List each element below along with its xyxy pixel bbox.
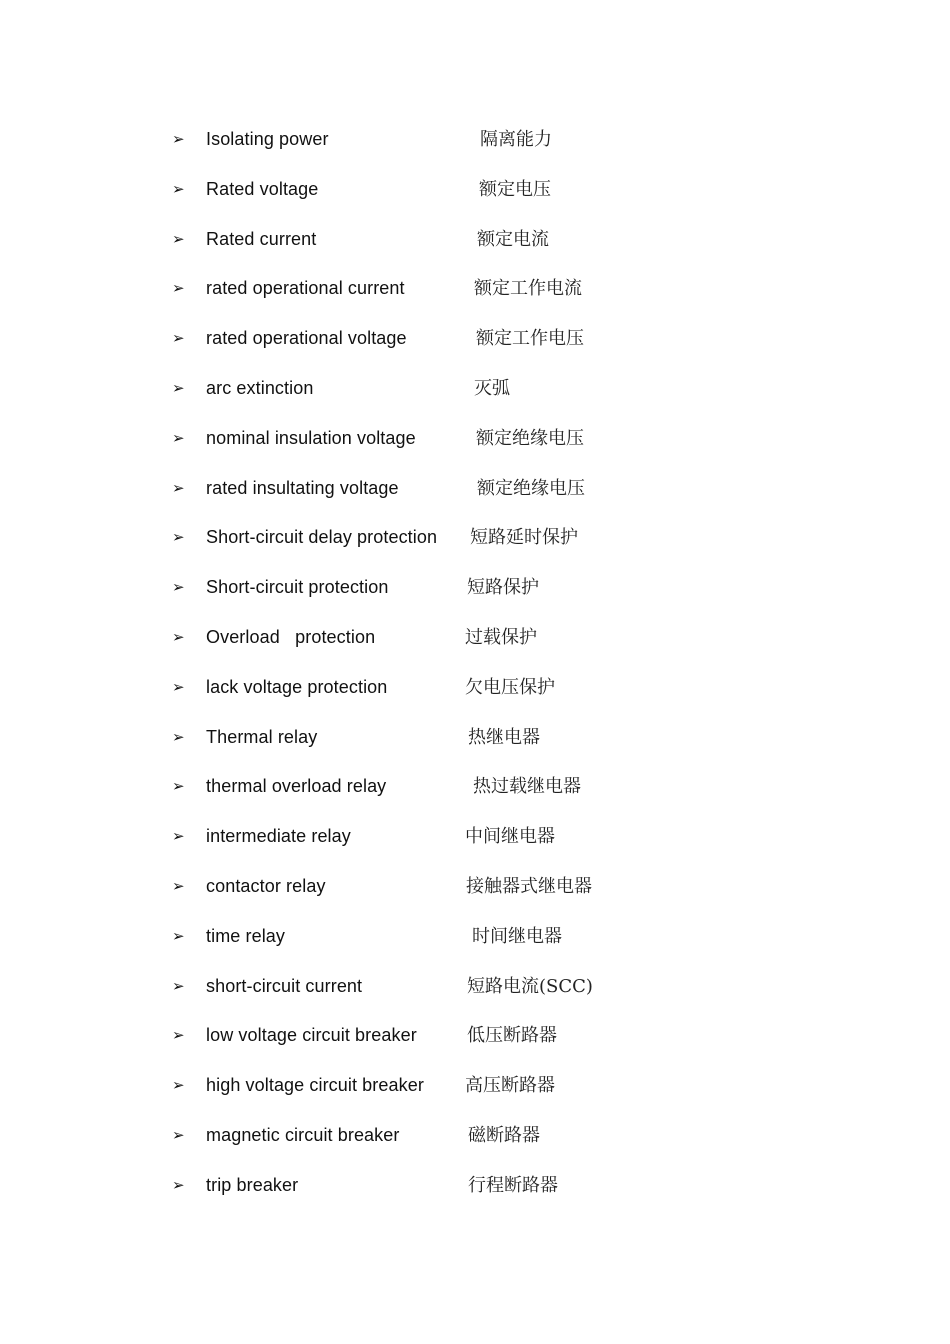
list-item	[172, 513, 732, 563]
chinese-term: 热继电器	[468, 726, 540, 748]
list-item	[172, 563, 732, 613]
list-item	[172, 1011, 732, 1061]
chinese-term: 短路电流(SCC)	[467, 975, 593, 997]
chinese-term: 短路延时保护	[470, 527, 578, 549]
arrow-bullet-icon: ➢	[172, 279, 185, 298]
chinese-term: 额定工作电压	[476, 328, 584, 350]
list-item	[172, 165, 732, 215]
arrow-bullet-icon: ➢	[172, 1175, 185, 1194]
list-item	[172, 215, 732, 265]
english-term: rated insultating voltage	[206, 477, 399, 498]
list-item	[172, 1111, 732, 1161]
english-term: high voltage circuit breaker	[206, 1075, 424, 1096]
english-term: nominal insulation voltage	[206, 427, 416, 448]
list-item	[172, 613, 732, 663]
arrow-bullet-icon: ➢	[172, 926, 185, 945]
english-term: trip breaker	[206, 1174, 299, 1195]
arrow-bullet-icon: ➢	[172, 1026, 185, 1045]
english-term: Overload protection	[206, 626, 376, 647]
english-term: low voltage circuit breaker	[206, 1025, 417, 1046]
list-item	[172, 912, 732, 962]
english-term: Rated current	[206, 228, 317, 249]
chinese-term: 额定工作电流	[474, 278, 582, 300]
chinese-term: 额定绝缘电压	[477, 477, 585, 499]
list-item	[172, 264, 732, 314]
chinese-term: 过载保护	[465, 626, 537, 648]
list-item	[172, 962, 732, 1012]
arrow-bullet-icon: ➢	[172, 727, 185, 746]
chinese-term: 低压断路器	[467, 1025, 557, 1047]
chinese-term: 额定电流	[477, 228, 549, 250]
arrow-bullet-icon: ➢	[172, 876, 185, 895]
english-term: Thermal relay	[206, 726, 318, 747]
english-term: lack voltage protection	[206, 676, 388, 697]
chinese-term: 额定电压	[479, 178, 551, 200]
english-term: arc extinction	[206, 377, 314, 398]
english-term: intermediate relay	[206, 826, 351, 847]
arrow-bullet-icon: ➢	[172, 329, 185, 348]
chinese-term: 行程断路器	[468, 1174, 558, 1196]
chinese-term: 时间继电器	[472, 925, 562, 947]
list-item	[172, 314, 732, 364]
english-term: short-circuit current	[206, 975, 363, 996]
list-item	[172, 862, 732, 912]
arrow-bullet-icon: ➢	[172, 627, 185, 646]
arrow-bullet-icon: ➢	[172, 130, 185, 148]
english-term: Short-circuit protection	[206, 577, 389, 598]
english-term: thermal overload relay	[206, 776, 387, 797]
list-item	[172, 1061, 732, 1111]
list-item	[172, 1161, 732, 1211]
list-item	[172, 364, 732, 414]
arrow-bullet-icon: ➢	[172, 827, 185, 846]
arrow-bullet-icon: ➢	[172, 1076, 185, 1095]
chinese-term: 灭弧	[474, 377, 510, 399]
chinese-term: 隔离能力	[480, 129, 552, 150]
arrow-bullet-icon: ➢	[172, 1125, 185, 1144]
chinese-term: 额定绝缘电压	[476, 427, 584, 449]
list-item	[172, 812, 732, 862]
chinese-term: 磁断路器	[468, 1124, 540, 1146]
chinese-term: 高压断路器	[465, 1075, 555, 1097]
english-term: Isolating power	[206, 129, 329, 149]
list-item	[172, 762, 732, 812]
chinese-term: 热过载继电器	[473, 776, 581, 798]
arrow-bullet-icon: ➢	[172, 179, 185, 198]
term-list	[172, 115, 732, 1211]
arrow-bullet-icon: ➢	[172, 777, 185, 796]
arrow-bullet-icon: ➢	[172, 378, 185, 397]
english-term: rated operational current	[206, 278, 405, 299]
list-item	[172, 414, 732, 464]
list-item	[172, 713, 732, 763]
arrow-bullet-icon: ➢	[172, 528, 185, 547]
chinese-term: 欠电压保护	[465, 676, 555, 698]
english-term: Short-circuit delay protection	[206, 527, 438, 548]
chinese-term: 中间继电器	[465, 826, 555, 848]
arrow-bullet-icon: ➢	[172, 478, 185, 497]
english-term: magnetic circuit breaker	[206, 1124, 400, 1145]
arrow-bullet-icon: ➢	[172, 428, 185, 447]
arrow-bullet-icon: ➢	[172, 976, 185, 995]
english-term: contactor relay	[206, 875, 326, 896]
list-item	[172, 663, 732, 713]
english-term: rated operational voltage	[206, 328, 407, 349]
arrow-bullet-icon: ➢	[172, 578, 185, 597]
english-term: time relay	[206, 925, 286, 946]
arrow-bullet-icon: ➢	[172, 677, 185, 696]
english-term: Rated voltage	[206, 178, 319, 199]
arrow-bullet-icon: ➢	[172, 229, 185, 248]
chinese-term: 短路保护	[467, 577, 539, 599]
list-item	[172, 115, 732, 165]
list-item	[172, 464, 732, 514]
chinese-term: 接触器式继电器	[466, 875, 592, 897]
